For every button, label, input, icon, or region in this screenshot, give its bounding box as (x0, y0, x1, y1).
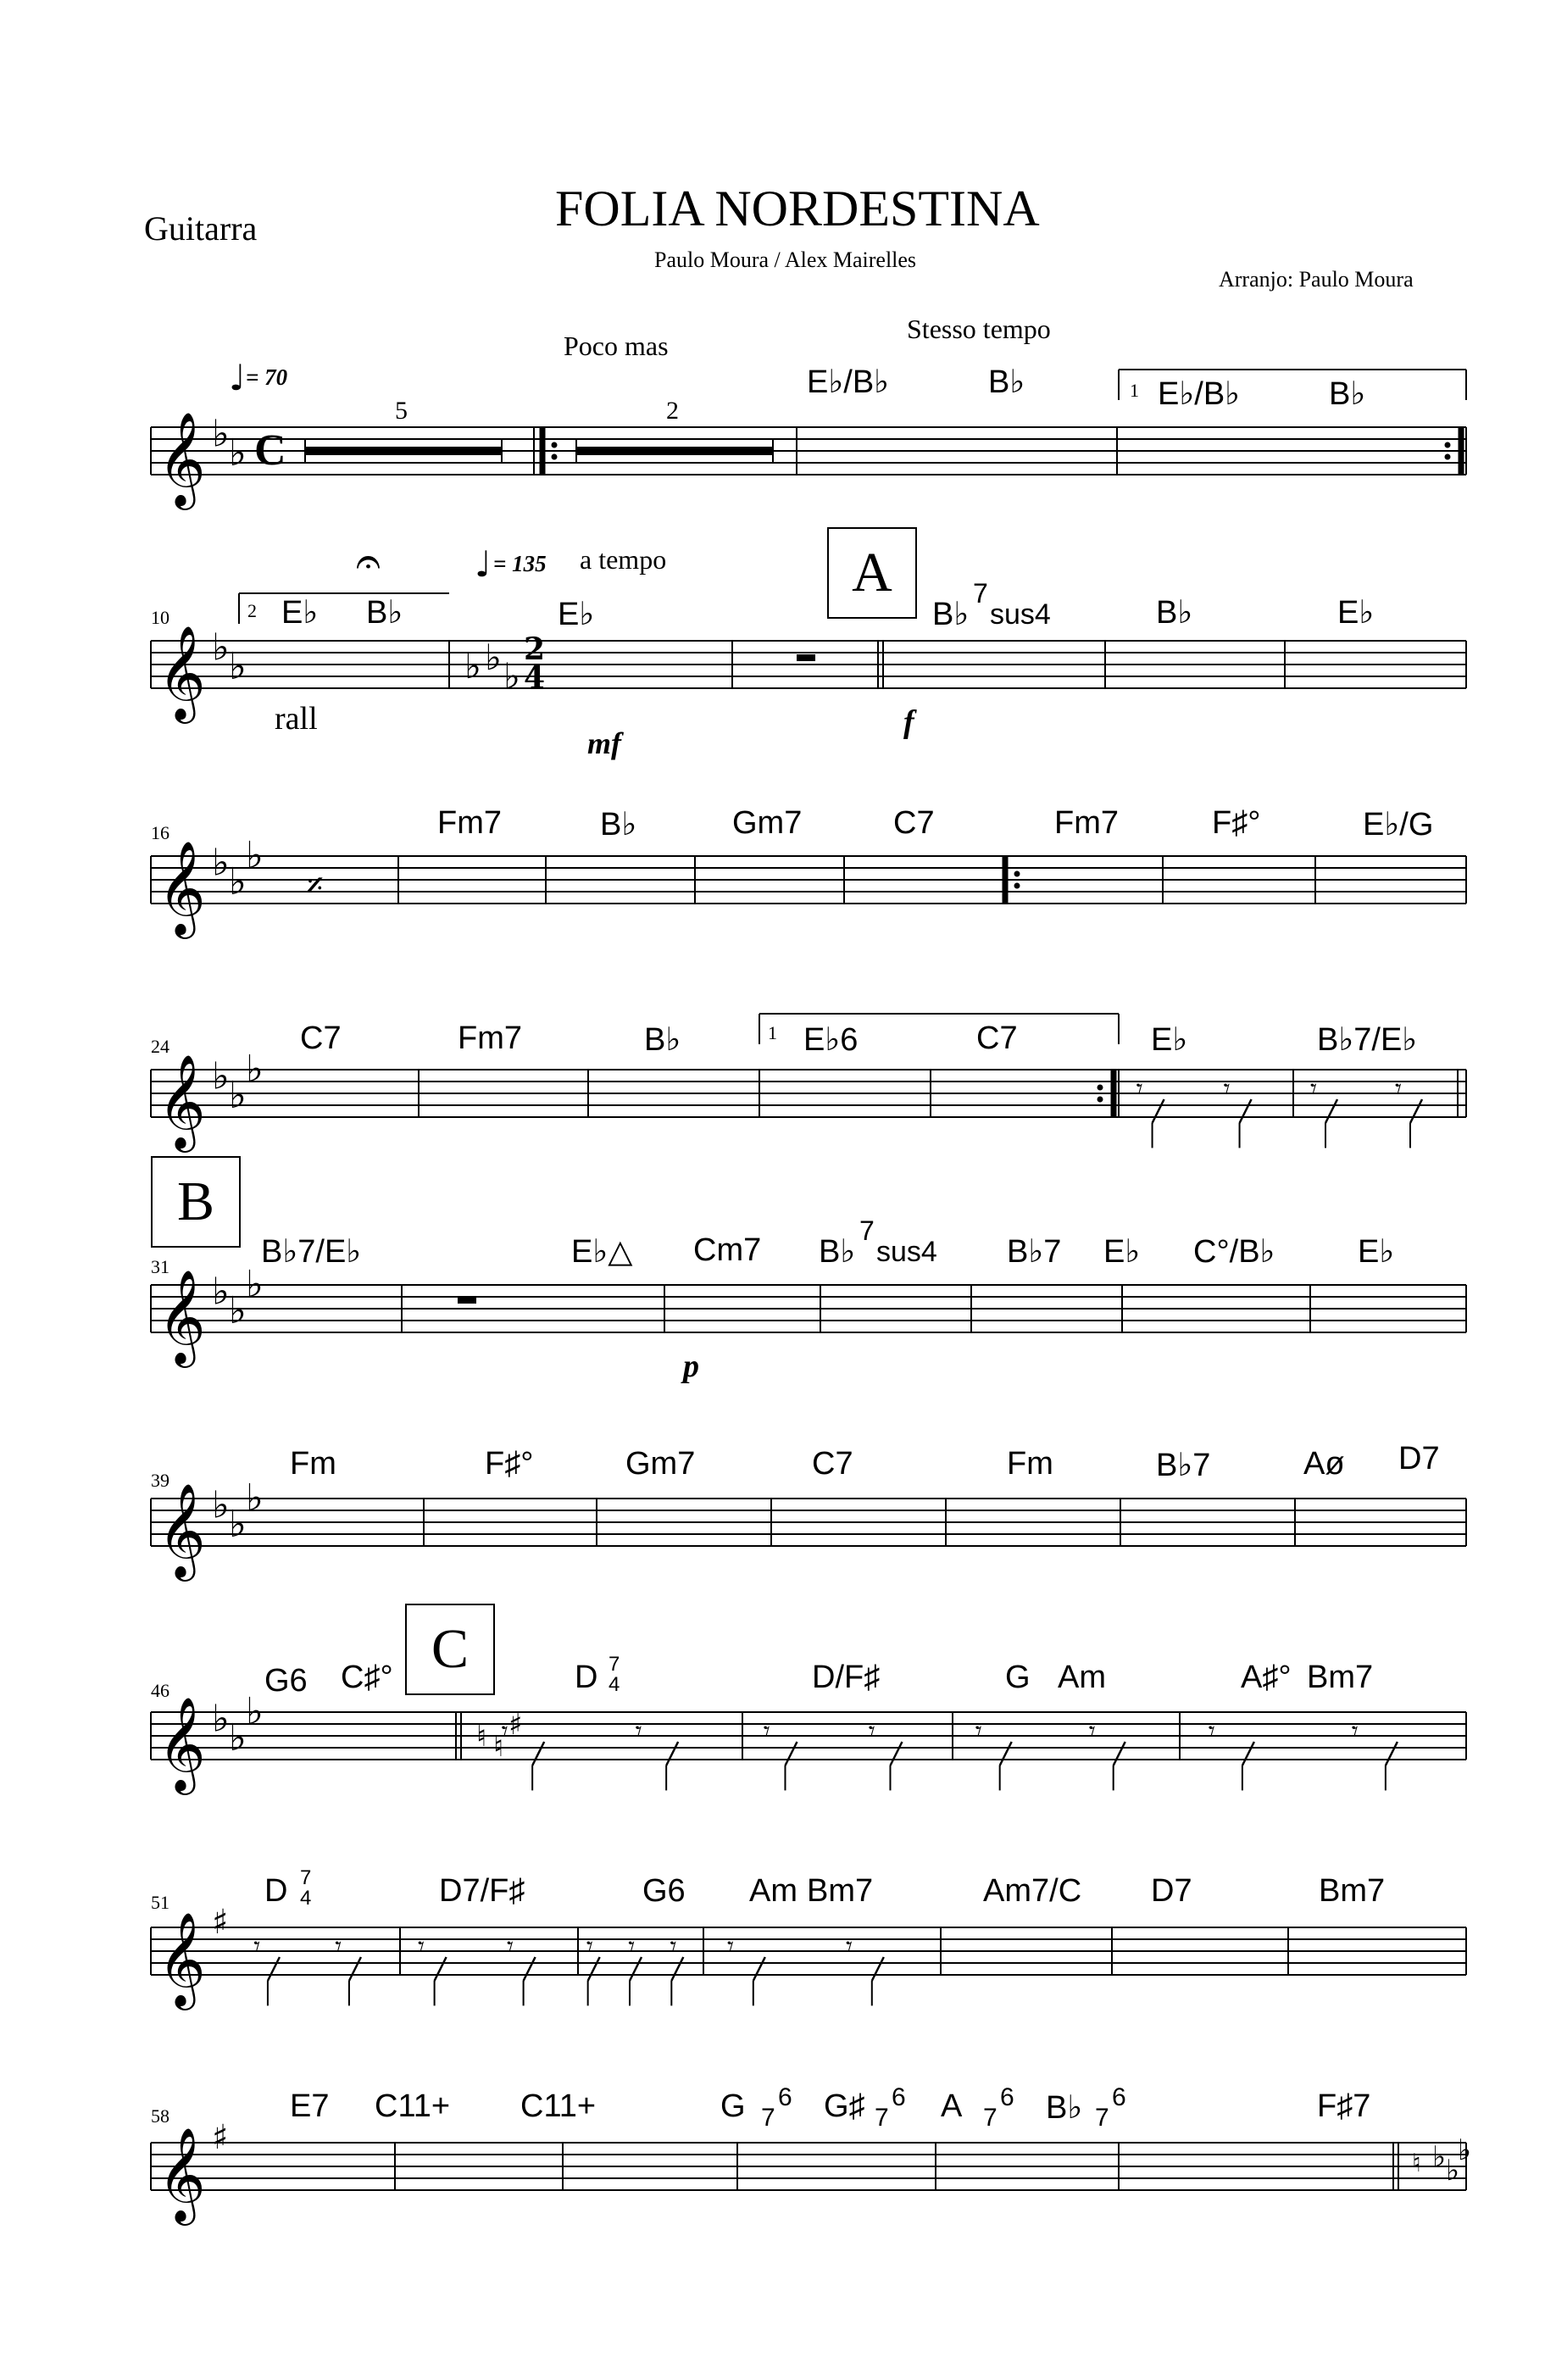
chord-extension: 7 (761, 2104, 775, 2132)
repeat-dot (1098, 1097, 1103, 1103)
flat-sign: ♭ (503, 655, 520, 697)
treble-clef-icon: 𝄞 (158, 411, 206, 506)
ending-number: 1 (1130, 380, 1139, 401)
dynamic-p: p (683, 1348, 699, 1384)
flat-sign: ♭ (485, 637, 502, 678)
eighth-rest-icon: 𝄾 (1395, 1074, 1402, 1104)
chord-symbol: G6 (642, 1873, 686, 1909)
multirest-count: 5 (395, 397, 408, 425)
slash-note (1410, 1099, 1422, 1123)
chord-symbol: Fm7 (458, 1020, 522, 1056)
repeat-dot (1445, 454, 1451, 460)
slash-note (532, 1742, 544, 1766)
eighth-rest-icon: 𝄾 (628, 1932, 636, 1962)
flat-sign: ♭ (1446, 2154, 1460, 2188)
instrument-name: Guitarra (144, 209, 258, 247)
measure-number: 46 (151, 1680, 169, 1701)
multirest-count: 2 (666, 397, 679, 425)
slash-note (1000, 1742, 1012, 1766)
flat-sign: ♭ (212, 1483, 230, 1527)
flat-sign: ♭ (212, 412, 230, 456)
measure-number: 51 (151, 1892, 169, 1913)
repeat-dot (552, 454, 558, 460)
chord-symbol: A♯° (1241, 1660, 1292, 1695)
treble-clef-icon: 𝄞 (158, 1696, 206, 1791)
chord-extension: 6 (1000, 2083, 1014, 2111)
chord-extension: 4 (609, 1673, 620, 1696)
chord-symbol: E♭/B♭ (807, 364, 890, 400)
chord-symbol: E♭6 (803, 1022, 859, 1058)
chord-symbol: G♯ (824, 2088, 865, 2124)
chord-symbol: C11+ (375, 2088, 451, 2124)
eighth-rest-icon: 𝄾 (1208, 1716, 1215, 1747)
flat-sign: ♭ (229, 859, 247, 904)
chord-symbol: F♯° (485, 1446, 534, 1482)
chord-symbol: D7 (1398, 1441, 1440, 1476)
treble-clef-icon: 𝄞 (158, 1482, 206, 1577)
direction-stesso-tempo: Stesso tempo (907, 314, 1051, 344)
chord-symbol: E7 (290, 2088, 330, 2124)
chord-extension: 7 (609, 1653, 620, 1676)
treble-clef-icon: 𝄞 (158, 1911, 206, 2006)
measure-number: 24 (151, 1036, 169, 1057)
slash-note (1114, 1742, 1125, 1766)
flat-sign: ♭ (212, 1054, 230, 1098)
chord-symbol: B♭ (988, 364, 1025, 400)
chord-symbol: Gm7 (625, 1446, 696, 1482)
chord-extension: 6 (892, 2083, 906, 2111)
chord-extension: sus4 (876, 1236, 937, 1268)
repeat-dot (1098, 1085, 1103, 1091)
treble-clef-icon: 𝄞 (158, 2127, 206, 2222)
chord-symbol: Gm7 (732, 805, 803, 841)
flat-sign: ♭ (464, 645, 481, 687)
chord-symbol: Bm7 (1319, 1873, 1386, 1909)
direction-a-tempo: a tempo (580, 544, 667, 575)
slash-note (349, 1957, 361, 1981)
chord-symbol: E♭ (1358, 1234, 1395, 1270)
eighth-rest-icon: 𝄾 (635, 1716, 642, 1747)
direction-poco-mas: Poco mas (564, 331, 669, 361)
eighth-rest-icon: 𝄾 (1223, 1074, 1231, 1104)
chord-symbol: D7 (1151, 1873, 1192, 1909)
chord-symbol: F♯7 (1317, 2088, 1371, 2124)
slash-note (1240, 1099, 1252, 1123)
chord-symbol: G (720, 2088, 746, 2124)
natural-sign: ♮ (493, 1730, 504, 1764)
tempo-marking: = 135 (493, 551, 547, 576)
chord-symbol: C11+ (520, 2088, 597, 2124)
chord-extension: 7 (859, 1215, 875, 1246)
flat-sign: ♭ (246, 1263, 264, 1306)
chord-symbol: E♭ (281, 595, 319, 631)
time-signature-digit: 2 (524, 631, 546, 667)
arranger: Arranjo: Paulo Moura (1219, 267, 1414, 292)
treble-clef-icon: 𝄞 (158, 625, 206, 720)
chord-symbol: B♭7/E♭ (1317, 1022, 1418, 1058)
slash-note (435, 1957, 447, 1981)
chord-symbol: B♭7 (1156, 1448, 1211, 1483)
repeat-dot (1014, 883, 1020, 889)
flat-sign: ♭ (212, 626, 230, 670)
quarter-note-icon: ♩ (475, 543, 492, 585)
eighth-rest-icon: 𝄾 (975, 1716, 982, 1747)
eighth-rest-icon: 𝄾 (868, 1716, 875, 1747)
rehearsal-mark-b: B (151, 1156, 241, 1248)
measure-number: 10 (151, 607, 169, 628)
eighth-rest-icon: 𝄾 (335, 1932, 342, 1962)
chord-extension: 7 (300, 1866, 312, 1889)
chord-symbol: C7 (893, 805, 935, 841)
chord-symbol: C7 (300, 1020, 342, 1056)
chord-symbol: Cm7 (693, 1232, 762, 1268)
chord-extension: 7 (973, 578, 988, 609)
slash-note (1153, 1099, 1164, 1123)
treble-clef-icon: 𝄞 (158, 1269, 206, 1364)
treble-clef-icon: 𝄞 (158, 840, 206, 935)
chord-symbol: E♭/G (1363, 807, 1434, 842)
piece-title: FOLIA NORDESTINA (555, 181, 1040, 236)
rehearsal-mark-c: C (405, 1604, 495, 1695)
treble-clef-icon: 𝄞 (158, 1054, 206, 1148)
eighth-rest-icon: 𝄾 (1310, 1074, 1317, 1104)
flat-sign: ♭ (246, 1476, 264, 1520)
flat-sign: ♭ (246, 834, 264, 877)
chord-symbol: E♭ (1151, 1022, 1188, 1058)
chord-symbol: F♯° (1212, 805, 1261, 841)
eighth-rest-icon: 𝄾 (727, 1932, 734, 1962)
chord-symbol: Am (1058, 1660, 1106, 1695)
chord-symbol: Fm7 (437, 805, 502, 841)
flat-sign: ♭ (229, 1288, 247, 1332)
eighth-rest-icon: 𝄾 (1136, 1074, 1143, 1104)
chord-symbol: G6 (264, 1663, 308, 1699)
chord-symbol: C7 (976, 1020, 1018, 1056)
chord-symbol: B♭ (1156, 595, 1193, 631)
ending-number: 2 (247, 600, 257, 621)
chord-symbol: B♭ (932, 597, 970, 632)
sharp-sign: ♯ (212, 2118, 229, 2157)
measure-repeat-icon: 𝄎 (307, 866, 324, 905)
chord-symbol: D (575, 1660, 598, 1695)
chord-symbol: E♭ (1103, 1234, 1141, 1270)
chord-symbol: Aø (1303, 1446, 1345, 1482)
quarter-note-icon: ♩ (229, 357, 246, 398)
slash-note (524, 1957, 536, 1981)
flat-sign: ♭ (246, 1048, 264, 1091)
repeat-dot (1445, 442, 1451, 448)
ending-number: 1 (768, 1022, 777, 1043)
flat-sign: ♭ (229, 431, 247, 475)
chord-symbol: C°/B♭ (1193, 1234, 1275, 1270)
chord-symbol: Am7/C (983, 1873, 1082, 1909)
repeat-dot (1014, 871, 1020, 877)
time-signature-digit: 4 (524, 660, 546, 696)
chord-symbol: B♭ (1329, 376, 1366, 412)
chord-symbol: B♭7 (1007, 1234, 1062, 1270)
slash-note (1386, 1742, 1398, 1766)
chord-symbol: E♭ (558, 597, 595, 632)
measure-number: 39 (151, 1470, 169, 1491)
measure-number: 31 (151, 1256, 169, 1277)
chord-symbol: E♭/B♭ (1158, 376, 1241, 412)
flat-sign: ♭ (212, 841, 230, 885)
chord-symbol: Am (749, 1873, 797, 1909)
chord-symbol: E♭△ (571, 1234, 633, 1270)
chord-extension: sus4 (990, 598, 1051, 631)
chord-symbol: B♭ (1046, 2090, 1083, 2126)
measure-number: 58 (151, 2105, 169, 2127)
eighth-rest-icon: 𝄾 (507, 1932, 514, 1962)
eighth-rest-icon: 𝄾 (1351, 1716, 1359, 1747)
whole-rest (797, 654, 815, 661)
chord-extension: 7 (983, 2104, 998, 2132)
natural-sign: ♮ (1412, 2149, 1421, 2178)
chord-symbol: Fm7 (1054, 805, 1119, 841)
whole-rest (458, 1297, 476, 1304)
flat-sign: ♭ (229, 644, 247, 688)
chord-extension: 7 (875, 2104, 889, 2132)
chord-symbol: Bm7 (1307, 1660, 1374, 1695)
chord-symbol: Fm (1007, 1446, 1053, 1482)
tempo-marking: = 70 (246, 364, 288, 390)
composers: Paulo Moura / Alex Mairelles (654, 247, 917, 272)
chord-symbol: D7/F♯ (439, 1873, 525, 1909)
slash-note (872, 1957, 884, 1981)
eighth-rest-icon: 𝄾 (501, 1716, 508, 1747)
chord-extension: 7 (1095, 2104, 1109, 2132)
chord-symbol: Bm7 (807, 1873, 874, 1909)
flat-sign: ♭ (212, 1270, 230, 1314)
chord-extension: 6 (1112, 2083, 1126, 2111)
slash-note (666, 1742, 678, 1766)
fermata-icon: 𝄐 (356, 537, 381, 587)
chord-symbol: B♭ (366, 595, 403, 631)
sharp-sign: ♯ (212, 1903, 229, 1942)
chord-extension: 6 (778, 2083, 792, 2111)
slash-note (1325, 1099, 1337, 1123)
eighth-rest-icon: 𝄾 (1088, 1716, 1096, 1747)
dynamic-f: f (903, 704, 914, 740)
eighth-rest-icon: 𝄾 (253, 1932, 261, 1962)
eighth-rest-icon: 𝄾 (586, 1932, 593, 1962)
chord-symbol: Fm (290, 1446, 336, 1482)
flat-sign: ♭ (1432, 2140, 1447, 2174)
slash-note (1242, 1742, 1254, 1766)
flat-sign: ♭ (212, 1697, 230, 1741)
chord-extension: 4 (300, 1887, 312, 1910)
chord-symbol: B♭7/E♭ (261, 1234, 362, 1270)
dynamic-mf: mf (587, 726, 621, 760)
chord-symbol: E♭ (1337, 595, 1375, 631)
rehearsal-mark-a: A (827, 527, 917, 619)
direction-rall: rall (275, 701, 318, 737)
eighth-rest-icon: 𝄾 (418, 1932, 425, 1962)
eighth-rest-icon: 𝄾 (763, 1716, 770, 1747)
flat-sign: ♭ (229, 1073, 247, 1117)
slash-note (753, 1957, 765, 1981)
chord-symbol: B♭ (600, 807, 637, 842)
chord-symbol: B♭ (819, 1234, 856, 1270)
chord-symbol: B♭ (644, 1022, 681, 1058)
chord-symbol: D (264, 1873, 288, 1909)
repeat-dot (552, 442, 558, 448)
flat-sign: ♭ (229, 1715, 247, 1760)
natural-sign: ♮ (476, 1720, 487, 1754)
chord-symbol: G (1005, 1660, 1031, 1695)
chord-symbol: C7 (812, 1446, 853, 1482)
slash-note (890, 1742, 902, 1766)
chord-symbol: D/F♯ (812, 1660, 881, 1695)
flat-sign: ♭ (246, 1690, 264, 1733)
measure-number: 16 (151, 822, 169, 843)
chord-symbol: A (941, 2088, 963, 2124)
flat-sign: ♭ (1458, 2133, 1472, 2167)
slash-note (268, 1957, 280, 1981)
time-signature: C (254, 426, 286, 475)
slash-note (785, 1742, 797, 1766)
eighth-rest-icon: 𝄾 (846, 1932, 853, 1962)
eighth-rest-icon: 𝄾 (670, 1932, 677, 1962)
flat-sign: ♭ (229, 1502, 247, 1546)
chord-symbol: C♯° (341, 1660, 393, 1695)
sharp-sign: ♯ (508, 1708, 523, 1742)
